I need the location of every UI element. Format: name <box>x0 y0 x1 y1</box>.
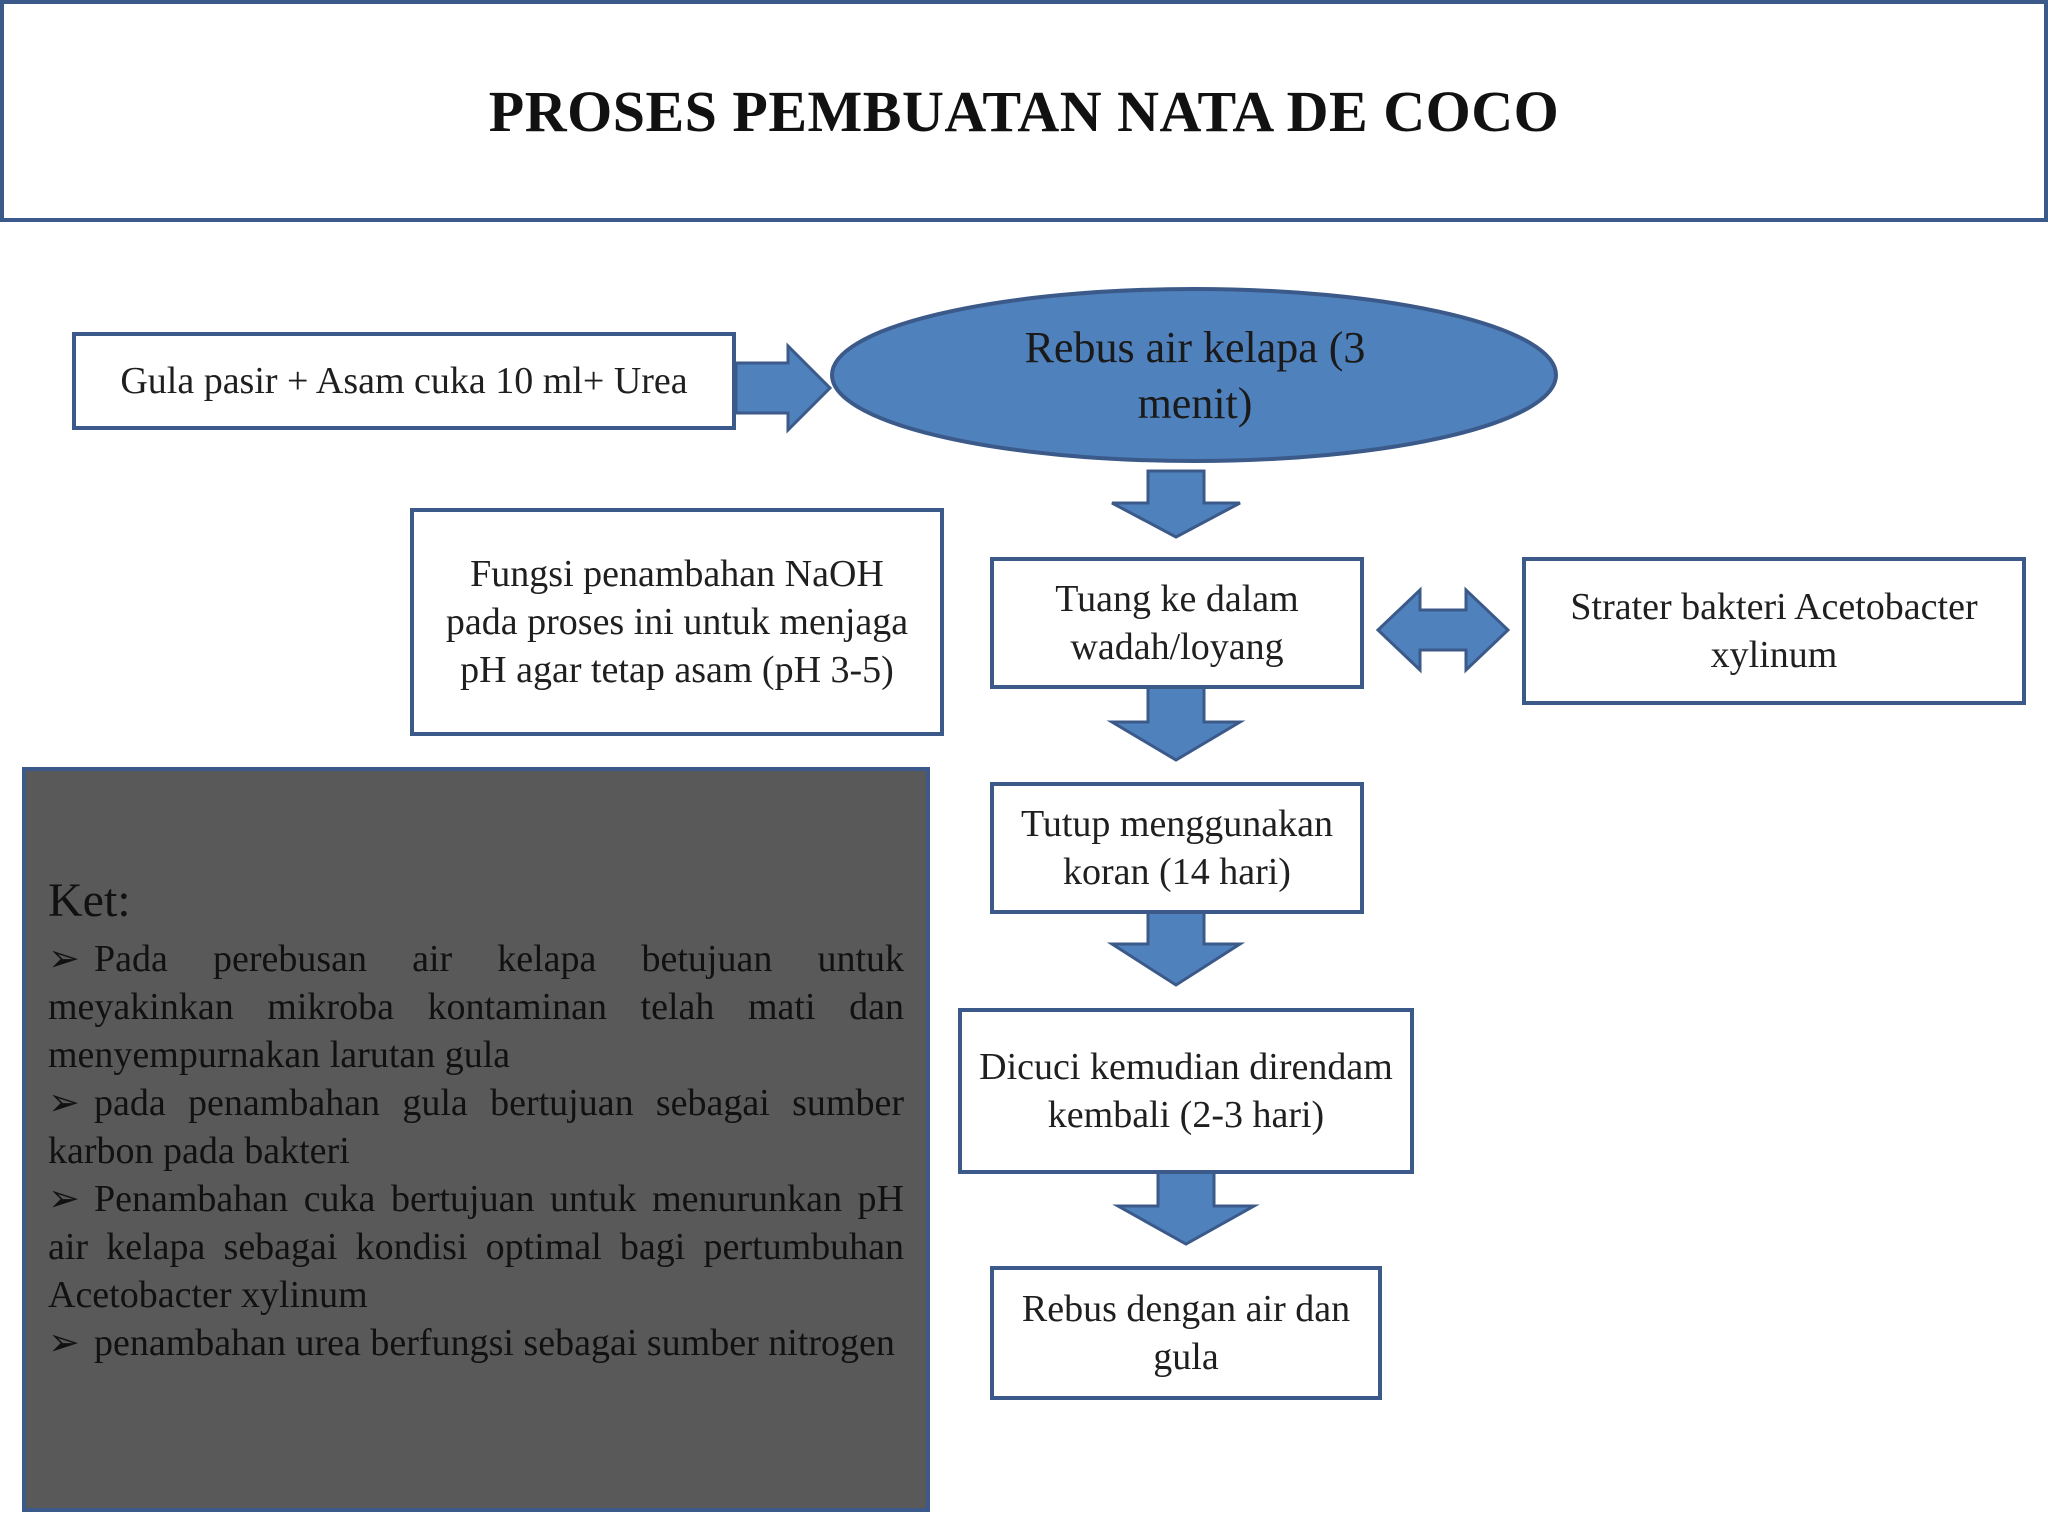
final-boil-box <box>990 1266 1382 1400</box>
arrow-bullet-icon: ➢ <box>48 1322 80 1364</box>
starter-box <box>1522 557 2026 705</box>
final-boil-text: Rebus dengan air dan gula <box>1021 1288 1351 1378</box>
diagram-title: PROSES PEMBUATAN NATA DE COCO <box>488 78 1560 144</box>
arrow-down-icon <box>1118 1172 1254 1244</box>
note-item: ➢ Pada perebusan air kelapa betujuan untuk meyakinkan mikroba kontaminan telah mati dan menyempurnakan larutan gula <box>48 935 904 1079</box>
naoh-note-box <box>410 508 944 736</box>
starter-text: Strater bakteri Acetobacter xylinum <box>1570 586 1978 676</box>
pour-text: Tuang ke dalam wadah/loyang <box>1055 578 1299 668</box>
arrow-down-icon <box>1112 912 1240 985</box>
notes-heading: Ket: <box>48 874 131 927</box>
note-item: ➢ Penambahan cuka bertujuan untuk menurunkan pH air kelapa sebagai kondisi optimal bagi pertumbuhan Acetobacter xylinum <box>48 1175 904 1319</box>
pour-box <box>990 557 1364 689</box>
arrow-bullet-icon: ➢ <box>48 1178 80 1220</box>
ingredients-box <box>72 332 736 430</box>
arrow-down-icon <box>1112 471 1240 537</box>
arrow-down-icon <box>1112 686 1240 760</box>
arrow-bullet-icon: ➢ <box>48 938 80 980</box>
cover-box <box>990 782 1364 914</box>
arrow-bullet-icon: ➢ <box>48 1082 80 1124</box>
note-item: ➢ pada penambahan gula bertujuan sebagai sumber karbon pada bakteri <box>48 1079 904 1175</box>
note-item: ➢ penambahan urea berfungsi sebagai sumber nitrogen <box>48 1319 904 1367</box>
arrow-right-icon <box>736 346 830 430</box>
wash-text: Dicuci kemudian direndam kembali (2-3 hari) <box>979 1046 1393 1136</box>
naoh-note-text: Fungsi penambahan NaOH pada proses ini untuk menjaga pH agar tetap asam (pH 3-5) <box>445 553 909 691</box>
notes-panel <box>22 767 930 1512</box>
double-arrow-icon <box>1378 590 1508 670</box>
ingredients-text: Gula pasir + Asam cuka 10 ml+ Urea <box>120 360 688 402</box>
cover-text: Tutup menggunakan koran (14 hari) <box>1020 803 1334 893</box>
boil-ellipse-label: Rebus air kelapa (3 menit) <box>1024 323 1366 428</box>
wash-box <box>958 1008 1414 1174</box>
